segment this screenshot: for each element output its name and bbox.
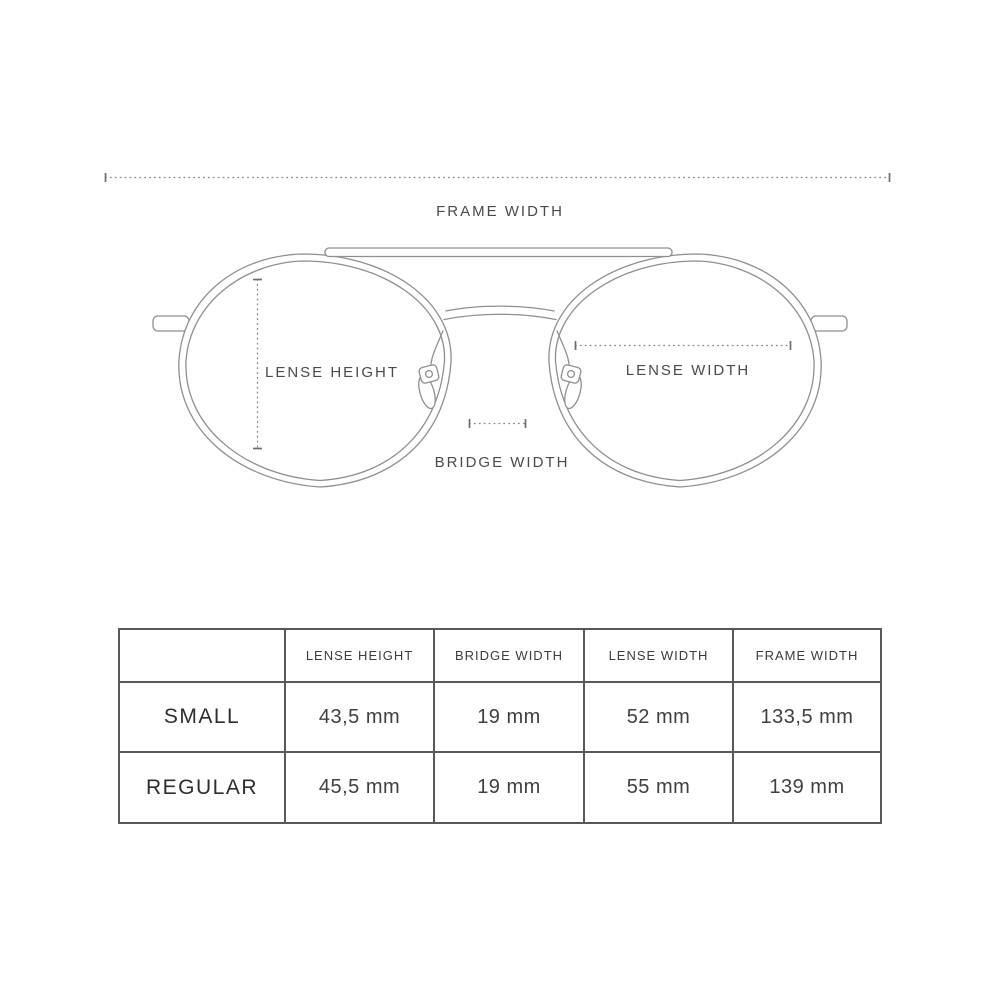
row-label-regular: REGULAR bbox=[119, 752, 285, 823]
small-bridge-width-value: 19 mm bbox=[434, 682, 584, 752]
size-table-header-row bbox=[119, 629, 881, 682]
row-label-small: SMALL bbox=[119, 682, 285, 752]
regular-lense-height-value: 45,5 mm bbox=[285, 752, 434, 823]
col-header-bridge-width: BRIDGE WIDTH bbox=[434, 629, 584, 682]
col-header-lense-height: LENSE HEIGHT bbox=[285, 629, 434, 682]
left-temple-tip bbox=[153, 316, 189, 331]
col-header-frame-width: FRAME WIDTH bbox=[733, 629, 881, 682]
table-row-small bbox=[119, 682, 881, 752]
regular-lense-width-value: 55 mm bbox=[584, 752, 733, 823]
regular-bridge-width-value: 19 mm bbox=[434, 752, 584, 823]
bridge bbox=[444, 306, 556, 319]
table-row-regular bbox=[119, 752, 881, 823]
frame-width-label: FRAME WIDTH bbox=[436, 203, 564, 220]
lense-height-label: LENSE HEIGHT bbox=[264, 364, 400, 381]
brow-bar bbox=[325, 248, 672, 257]
small-lense-height-value: 43,5 mm bbox=[285, 682, 434, 752]
right-temple-tip bbox=[811, 316, 847, 331]
small-frame-width-value: 133,5 mm bbox=[733, 682, 881, 752]
col-header-lense-width: LENSE WIDTH bbox=[584, 629, 733, 682]
size-table-corner-cell bbox=[119, 629, 285, 682]
regular-frame-width-value: 139 mm bbox=[733, 752, 881, 823]
bridge-width-label: BRIDGE WIDTH bbox=[434, 454, 570, 471]
size-table bbox=[118, 628, 882, 824]
lense-width-label: LENSE WIDTH bbox=[625, 362, 751, 379]
bridge-width-measure-line bbox=[469, 419, 526, 428]
small-lense-width-value: 52 mm bbox=[584, 682, 733, 752]
frame-width-measure-line bbox=[105, 173, 890, 182]
